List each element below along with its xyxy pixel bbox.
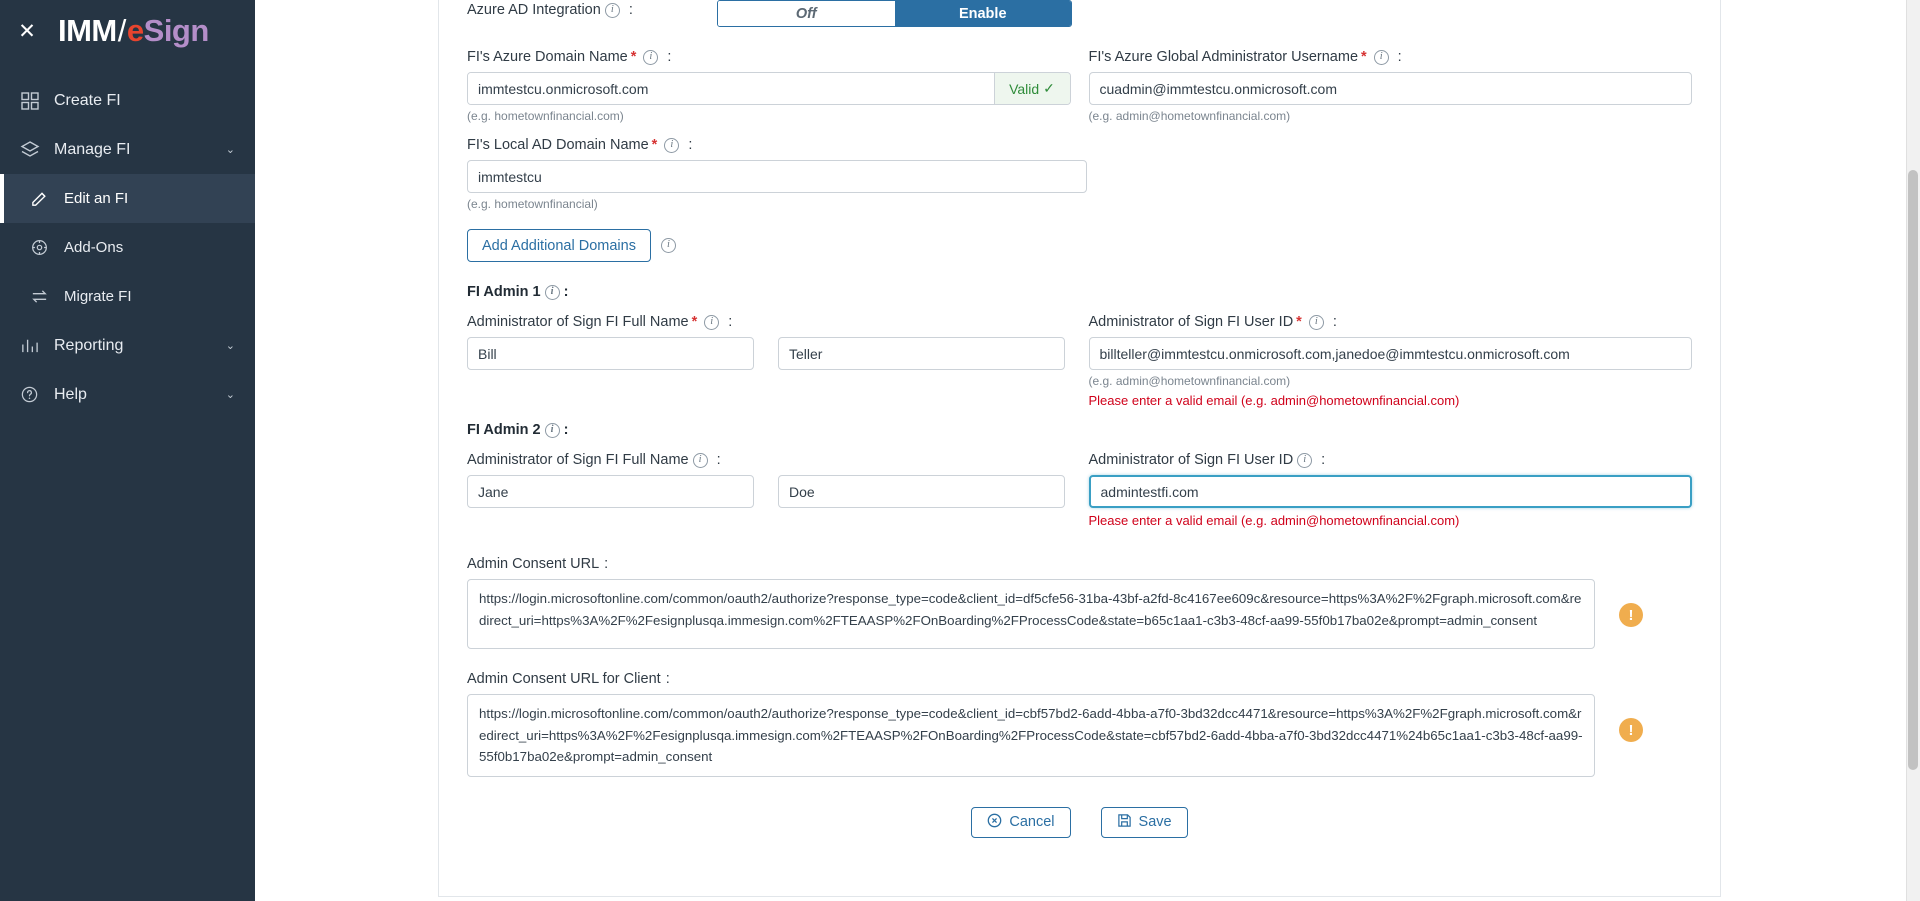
fi-admin-2-title — [467, 422, 1692, 438]
admin-consent-url-row — [467, 579, 1692, 649]
chevron-down-icon: ⌄ — [225, 144, 235, 156]
admin-consent-url-group — [467, 556, 1692, 649]
local-ad-domain-field-group — [467, 137, 1087, 211]
azure-domain-row — [467, 49, 1692, 123]
fi-admin-2-fullname-label — [467, 452, 1071, 468]
form-actions — [467, 807, 1692, 838]
required-marker: * — [630, 49, 637, 65]
puzzle-icon — [30, 238, 64, 257]
sidebar-item-label: Create FI — [54, 91, 121, 109]
colon: : — [563, 422, 569, 438]
fi-admin-1-fullname-label-text: Administrator of Sign FI Full Name — [467, 314, 689, 330]
sidebar-item-add-ons[interactable] — [0, 223, 255, 272]
save-button[interactable] — [1101, 807, 1188, 838]
fi-admin-2-userid-error: Please enter a valid email (e.g. admin@hometownfinancial.com) — [1088, 513, 1460, 528]
azure-admin-username-hint: (e.g. admin@hometownfinancial.com) — [1088, 109, 1291, 123]
required-marker: * — [651, 137, 658, 153]
fi-admin-2-userid-label — [1089, 452, 1693, 468]
local-ad-domain-row — [467, 137, 1692, 211]
app-logo — [58, 13, 209, 49]
colon: : — [563, 284, 569, 300]
azure-integration-toggle[interactable] — [717, 0, 1072, 27]
admin-consent-url-value[interactable]: https://login.microsoftonline.com/common/oauth2/authorize?response_type=code&client_id=df5cfe56-31ba-43bf-a2fd-8c4167ee609c&resource=https%3A%2F%2Fgraph.microsoft.com&redirect_uri=https%3A%2F%2Fesignplusqa.immesign.com%2FTEAASP%2FOnBoarding%2FProcessCode&state=b65c1aa1-c3b3-48cf-aa99-55f0b17ba02e&prompt=admin_consent — [467, 579, 1595, 649]
azure-domain-field-group — [467, 49, 1071, 123]
colon: : — [1332, 314, 1337, 330]
colon: : — [728, 314, 733, 330]
local-ad-domain-input[interactable] — [467, 160, 1087, 193]
fi-admin-1-name-inputs — [467, 337, 1071, 370]
pencil-icon — [30, 189, 64, 208]
sidebar-item-help[interactable] — [0, 370, 255, 419]
domain-valid-badge — [994, 73, 1070, 104]
scrollbar-thumb[interactable] — [1908, 170, 1918, 770]
edit-fi-form-card — [438, 0, 1721, 897]
fi-admin-1-userid-input[interactable] — [1089, 337, 1693, 370]
fi-admin-1-title — [467, 284, 1692, 300]
azure-domain-hint: (e.g. hometownfinancial.com) — [467, 109, 624, 123]
fi-admin-2-last-name-input[interactable] — [778, 475, 1065, 508]
colon: : — [1397, 49, 1402, 65]
colon: : — [688, 137, 693, 153]
azure-domain-input-wrapper — [467, 72, 1071, 105]
admin-consent-url-client-group — [467, 671, 1692, 777]
required-marker: * — [1296, 314, 1302, 330]
toggle-off-option[interactable]: Off — [718, 1, 895, 26]
local-ad-domain-label — [467, 137, 1087, 153]
fi-admin-1-row — [467, 314, 1692, 408]
main-content — [255, 0, 1920, 901]
sidebar-item-label: Help — [54, 385, 87, 403]
info-icon[interactable]: i — [1374, 50, 1389, 65]
fi-admin-2-first-name-input[interactable] — [467, 475, 754, 508]
sidebar-item-label: Reporting — [54, 336, 124, 354]
sidebar-item-label: Migrate FI — [64, 288, 132, 305]
toggle-enable-option[interactable]: Enable — [895, 1, 1072, 26]
logo-sign: Sign — [143, 13, 209, 48]
colon: : — [1321, 452, 1326, 468]
sidebar-header — [0, 0, 255, 62]
close-icon — [987, 813, 1002, 832]
fi-admin-1-userid-error: Please enter a valid email (e.g. admin@hometownfinancial.com) — [1088, 393, 1460, 408]
info-icon[interactable]: i — [693, 453, 708, 468]
azure-admin-username-field-group — [1089, 49, 1693, 123]
admin-consent-url-label — [467, 556, 1692, 572]
fi-admin-2-userid-label-text: Administrator of Sign FI User ID — [1088, 452, 1294, 468]
azure-integration-label — [467, 2, 717, 18]
logo-slash: / — [117, 13, 126, 48]
sidebar — [0, 0, 255, 901]
fi-admin-2-userid-group — [1089, 452, 1693, 528]
fi-admin-1-userid-group — [1089, 314, 1693, 408]
sidebar-item-edit-an-fi[interactable] — [0, 174, 255, 223]
admin-consent-url-client-row — [467, 694, 1692, 777]
chart-icon — [20, 336, 54, 355]
check-icon: ✓ — [1043, 80, 1055, 96]
colon: : — [667, 49, 672, 65]
fi-admin-1-first-name-input[interactable] — [467, 337, 754, 370]
admin-consent-url-client-value[interactable]: https://login.microsoftonline.com/common/oauth2/authorize?response_type=code&client_id=cbf57bd2-6add-4bba-a7f0-3bd32dcc4471&resource=https%3A%2F%2Fgraph.microsoft.com&redirect_uri=https%3A%2F%2Fesignplusqa.immesign.com%2FTEAASP%2FOnBoarding%2FProcessCode&state=cbf57bd2-6add-4bba-a7f0-3bd32dcc4471%24b65c1aa1-c3b3-48cf-aa99-55f0b17ba02e&prompt=admin_consent — [467, 694, 1595, 777]
sidebar-item-create-fi[interactable] — [0, 76, 255, 125]
fi-admin-1-title-text: FI Admin 1 — [467, 284, 541, 300]
cancel-button[interactable] — [971, 807, 1070, 838]
fi-admin-2-fullname-label-text: Administrator of Sign FI Full Name — [467, 452, 689, 468]
fi-admin-2-name-group — [467, 452, 1071, 528]
azure-integration-row — [467, 0, 1692, 27]
azure-admin-username-label-text: FI's Azure Global Administrator Username — [1088, 49, 1359, 65]
info-icon[interactable]: i — [1297, 453, 1312, 468]
admin-consent-url-client-label-text: Admin Consent URL for Client — [467, 671, 661, 687]
info-icon[interactable]: i — [704, 315, 719, 330]
question-icon — [20, 385, 54, 404]
save-button-label: Save — [1138, 814, 1172, 831]
chevron-down-icon: ⌄ — [225, 340, 235, 352]
fi-admin-1-userid-hint: (e.g. admin@hometownfinancial.com) — [1088, 374, 1291, 388]
close-icon[interactable]: ✕ — [18, 19, 36, 43]
fi-admin-2-userid-input[interactable] — [1089, 475, 1693, 508]
azure-admin-username-input[interactable] — [1089, 72, 1693, 105]
sidebar-item-label: Edit an FI — [64, 190, 129, 207]
warning-icon[interactable]: ! — [1619, 603, 1643, 627]
sidebar-item-migrate-fi[interactable] — [0, 272, 255, 321]
required-marker: * — [691, 314, 698, 330]
exchange-icon — [30, 287, 64, 306]
grid-icon — [20, 91, 54, 111]
info-icon[interactable]: i — [545, 423, 560, 438]
vertical-scrollbar[interactable] — [1906, 0, 1920, 901]
colon: : — [604, 556, 609, 572]
info-icon[interactable]: i — [545, 285, 560, 300]
azure-domain-label-text: FI's Azure Domain Name — [467, 49, 628, 65]
required-marker: * — [1361, 49, 1367, 65]
add-domains-row — [467, 229, 1692, 262]
logo-e: e — [126, 13, 144, 48]
admin-consent-url-label-text: Admin Consent URL — [467, 556, 600, 572]
cancel-button-label: Cancel — [1009, 814, 1055, 831]
sidebar-nav — [0, 76, 255, 419]
sidebar-item-label: Manage FI — [54, 140, 131, 158]
azure-domain-input[interactable] — [468, 73, 994, 104]
add-additional-domains-button[interactable]: Add Additional Domains — [467, 229, 651, 262]
logo-imm: IMM — [58, 13, 117, 48]
fi-admin-2-row — [467, 452, 1692, 528]
fi-admin-1-fullname-label — [467, 314, 1071, 330]
colon: : — [665, 671, 670, 687]
admin-consent-url-client-label — [467, 671, 1692, 687]
info-icon[interactable]: i — [643, 50, 658, 65]
local-ad-domain-label-text: FI's Local AD Domain Name — [467, 137, 649, 153]
fi-admin-1-userid-label — [1089, 314, 1693, 330]
fi-admin-1-userid-label-text: Administrator of Sign FI User ID — [1088, 314, 1294, 330]
sidebar-item-reporting[interactable] — [0, 321, 255, 370]
azure-integration-label-text: Azure AD Integration — [467, 2, 601, 18]
azure-admin-username-label — [1089, 49, 1693, 65]
sidebar-item-manage-fi[interactable] — [0, 125, 255, 174]
sidebar-item-label: Add-Ons — [64, 239, 124, 256]
fi-admin-2-title-text: FI Admin 2 — [467, 422, 541, 438]
info-icon[interactable]: i — [1309, 315, 1324, 330]
azure-domain-label — [467, 49, 1071, 65]
fi-admin-1-last-name-input[interactable] — [778, 337, 1065, 370]
fi-admin-2-name-inputs — [467, 475, 1071, 508]
info-icon[interactable]: i — [664, 138, 679, 153]
colon: : — [628, 2, 633, 18]
fi-admin-1-name-group — [467, 314, 1071, 408]
colon: : — [716, 452, 721, 468]
local-ad-domain-hint: (e.g. hometownfinancial) — [467, 197, 598, 211]
valid-text: Valid — [1009, 80, 1040, 97]
save-icon — [1117, 813, 1132, 832]
warning-icon[interactable]: ! — [1619, 718, 1643, 742]
chevron-down-icon: ⌄ — [225, 389, 235, 401]
info-icon[interactable]: i — [605, 3, 620, 18]
info-icon[interactable]: i — [661, 238, 676, 253]
layers-icon — [20, 140, 54, 160]
